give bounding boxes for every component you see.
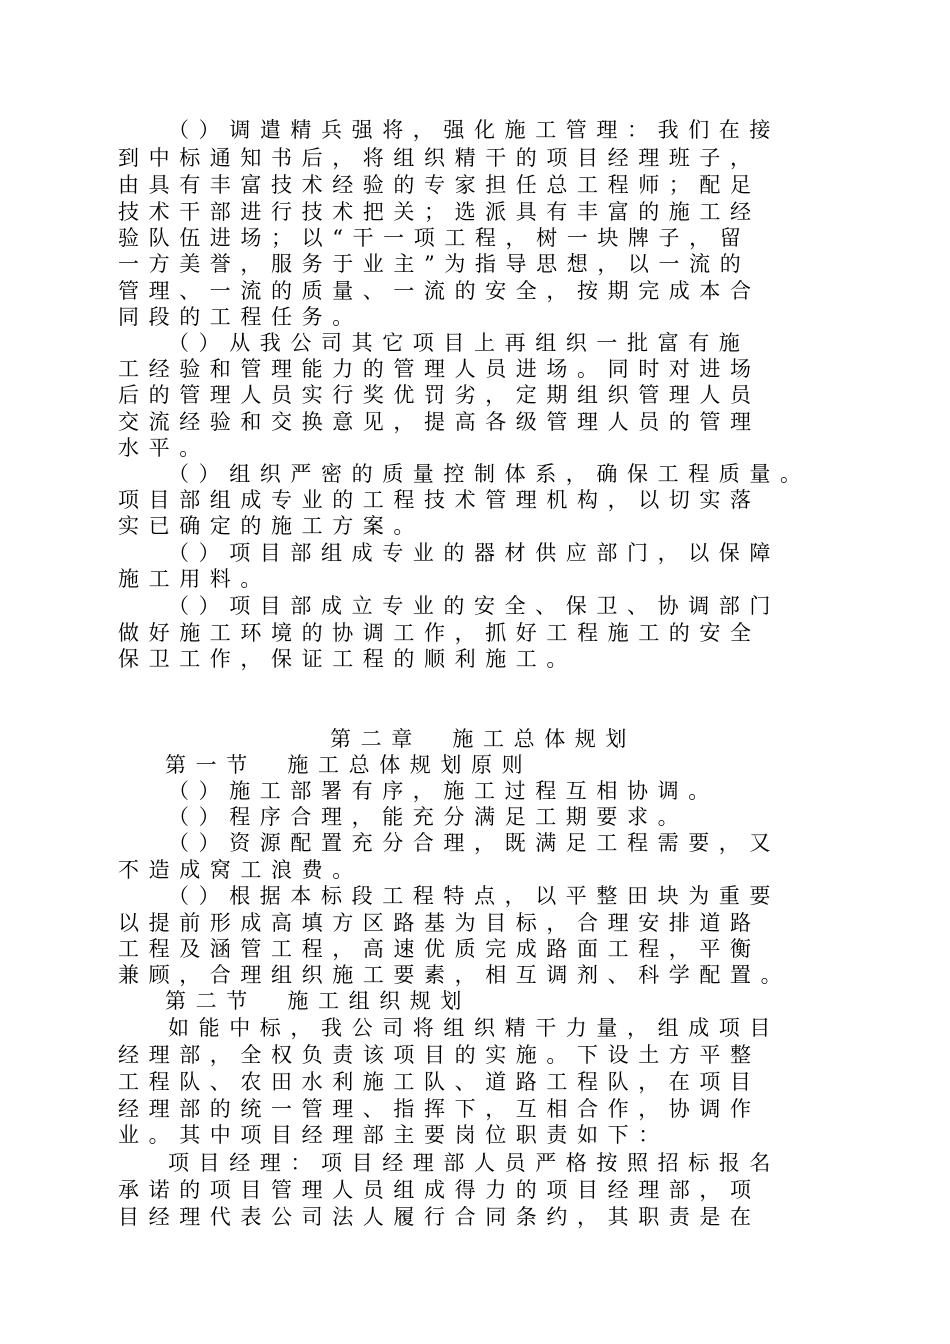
text-line: 保卫工作，保证工程的顺利施工。 — [118, 647, 577, 671]
text-line: （）程序合理，能充分满足工期要求。 — [168, 805, 689, 829]
text-line: 后的管理人员实行奖优罚劣，定期组织管理人员 — [118, 383, 761, 407]
text-line: （）资源配置充分合理，既满足工程需要，又 — [168, 831, 780, 855]
text-line: 经理部，全权负责该项目的实施。下设土方平整 — [118, 1043, 761, 1067]
text-line: 施工用料。 — [118, 567, 271, 591]
text-line: （）从我公司其它项目上再组织一批富有施 — [168, 331, 750, 355]
text-line: （）组织严密的质量控制体系，确保工程质量。 — [168, 462, 811, 486]
text-line: 管理、一流的质量、一流的安全，按期完成本合 — [118, 279, 761, 303]
text-line: 经理部的统一管理、指挥下，互相合作，协调作 — [118, 1097, 761, 1121]
text-line: 目经理代表公司法人履行合同条约，其职责是在 — [118, 1205, 761, 1229]
text-line: 项目经理：项目经理部人员严格按照招标报名 — [168, 1151, 780, 1175]
text-line: 工程及涵管工程，高速优质完成路面工程，平衡 — [118, 937, 761, 961]
text-line: （）项目部组成专业的器材供应部门，以保障 — [168, 541, 780, 565]
text-line: 同段的工程任务。 — [118, 305, 363, 329]
text-line: 实已确定的施工方案。 — [118, 514, 424, 538]
text-line: 由具有丰富技术经验的专家担任总工程师；配足 — [118, 173, 761, 197]
text-line: 不造成窝工浪费。 — [118, 858, 363, 882]
text-line: 兼顾，合理组织施工要素，相互调剂、科学配置。 — [118, 963, 792, 987]
text-line: 工程队、农田水利施工队、道路工程队，在项目 — [118, 1070, 761, 1094]
text-line: （）项目部成立专业的安全、保卫、协调部门 — [168, 594, 780, 618]
section-title: 第二节 施工组织规划 — [165, 989, 471, 1013]
text-line: 交流经验和交换意见，提高各级管理人员的管理 — [118, 410, 761, 434]
text-line: 工经验和管理能力的管理人员进场。同时对进场 — [118, 357, 761, 381]
text-line: 一方美誉，服务于业主”为指导思想，以一流的 — [118, 252, 751, 276]
text-line: 到中标通知书后，将组织精干的项目经理班子， — [118, 146, 761, 170]
text-line: 做好施工环境的协调工作，抓好工程施工的安全 — [118, 621, 761, 645]
text-line: （）调遣精兵强将，强化施工管理：我们在接 — [168, 118, 780, 142]
chapter-title: 第二章 施工总体规划 — [330, 727, 636, 751]
text-line: 以提前形成高填方区路基为目标，合理安排道路 — [118, 911, 761, 935]
text-line: 承诺的项目管理人员组成得力的项目经理部，项 — [118, 1178, 761, 1202]
section-title: 第一节 施工总体规划原则 — [165, 753, 533, 777]
text-line: 技术干部进行技术把关；选派具有丰富的施工经 — [118, 200, 761, 224]
text-line: 验队伍进场；以“干一项工程，树一块牌子，留 — [118, 226, 751, 250]
text-line: 如能中标，我公司将组织精干力量，组成项目 — [168, 1016, 780, 1040]
text-line: （）施工部署有序，施工过程互相协调。 — [168, 779, 719, 803]
text-line: 项目部组成专业的工程技术管理机构，以切实落 — [118, 488, 761, 512]
text-line: 水平。 — [118, 436, 210, 460]
text-line: （）根据本标段工程特点，以平整田块为重要 — [168, 884, 780, 908]
text-line: 业。其中项目经理部主要岗位职责如下： — [118, 1123, 669, 1147]
